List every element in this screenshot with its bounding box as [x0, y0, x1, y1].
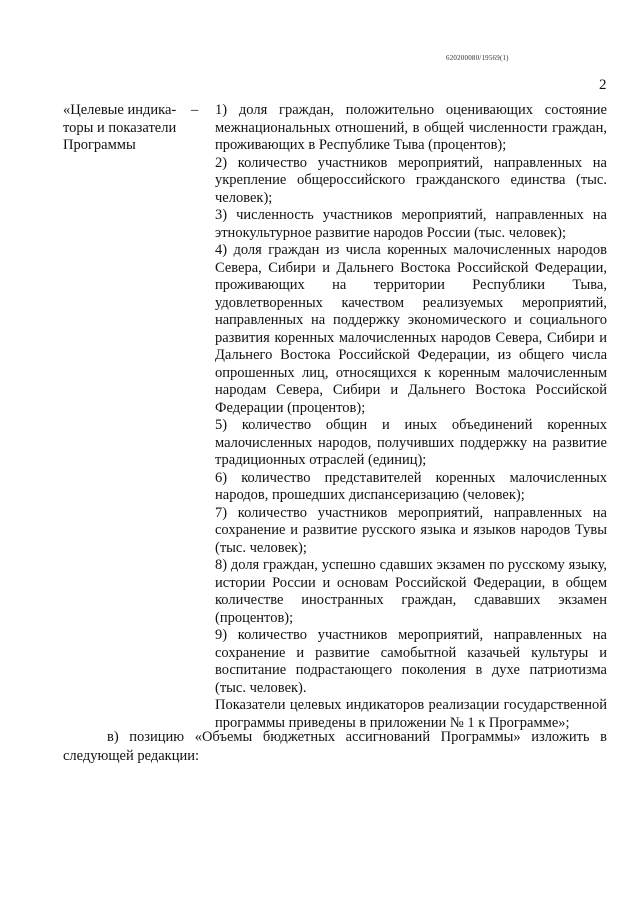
- indicator-item: 8) доля граждан, успешно сдавших экзамен по русскому языку, истории России и основам Российской Федерации, в общем количестве иностранных граждан, сдававших экзамен (процентов);: [215, 557, 607, 626]
- page-number: 2: [599, 77, 607, 93]
- indicator-item: 9) количество участников мероприятий, направленных на сохранение и развитие самобытной казачьей культуры и воспитание подрастающего поколения в духе патриотизма (тыс. человек).: [215, 627, 607, 696]
- label-dash: –: [191, 102, 199, 118]
- indicator-item: 1) доля граждан, положительно оценивающих состояние межнациональных отношений, в общей численности граждан, проживающих в Республике Тыва (процентов);: [215, 102, 607, 153]
- indicator-item: 4) доля граждан из числа коренных малочисленных народов Севера, Сибири и Дальнего Востока Российской Федерации, проживающих на территории Республики Тыва, удовлетворенных качеством реализуемых мероприятий, направленных на поддержку экономического и социального развития коренных малочисленных народов Севера, Сибири и Дальнего Востока Российской Федерации, из общего числа опрошенных лиц, относящихся к коренным малочисленным народам Севера, Сибири и Дальнего Востока Российской Федерации (процентов);: [215, 242, 607, 416]
- amendment-paragraph: в) позицию «Объемы бюджетных ассигнований Программы» изложить в следующей редакции:: [63, 729, 607, 764]
- passport-row-label: «Целевые индика- торы и показатели Программы: [63, 102, 177, 153]
- indicator-item: 5) количество общин и иных объединений коренных малочисленных народов, получивших поддержку на развитие традиционных отраслей (единиц);: [215, 417, 607, 468]
- indicators-list: [215, 102, 607, 732]
- indicator-item: 3) численность участников мероприятий, направленных на этнокультурное развитие народов России (тыс. человек);: [215, 207, 607, 241]
- indicator-item: 2) количество участников мероприятий, направленных на укрепление общероссийского гражданского единства (тыс. человек);: [215, 154, 607, 206]
- indicator-item: 7) количество участников мероприятий, направленных на сохранение и развитие русского языка и языков народов Тувы (тыс. человек);: [215, 504, 607, 556]
- indicator-item: 6) количество представителей коренных малочисленных народов, прошедших диспансеризацию (человек);: [215, 469, 607, 503]
- indicators-note: Показатели целевых индикаторов реализации государственной программы приведены в приложении № 1 к Программе»;: [215, 697, 607, 731]
- document-registration-number: 620200080/19569(1): [446, 54, 509, 62]
